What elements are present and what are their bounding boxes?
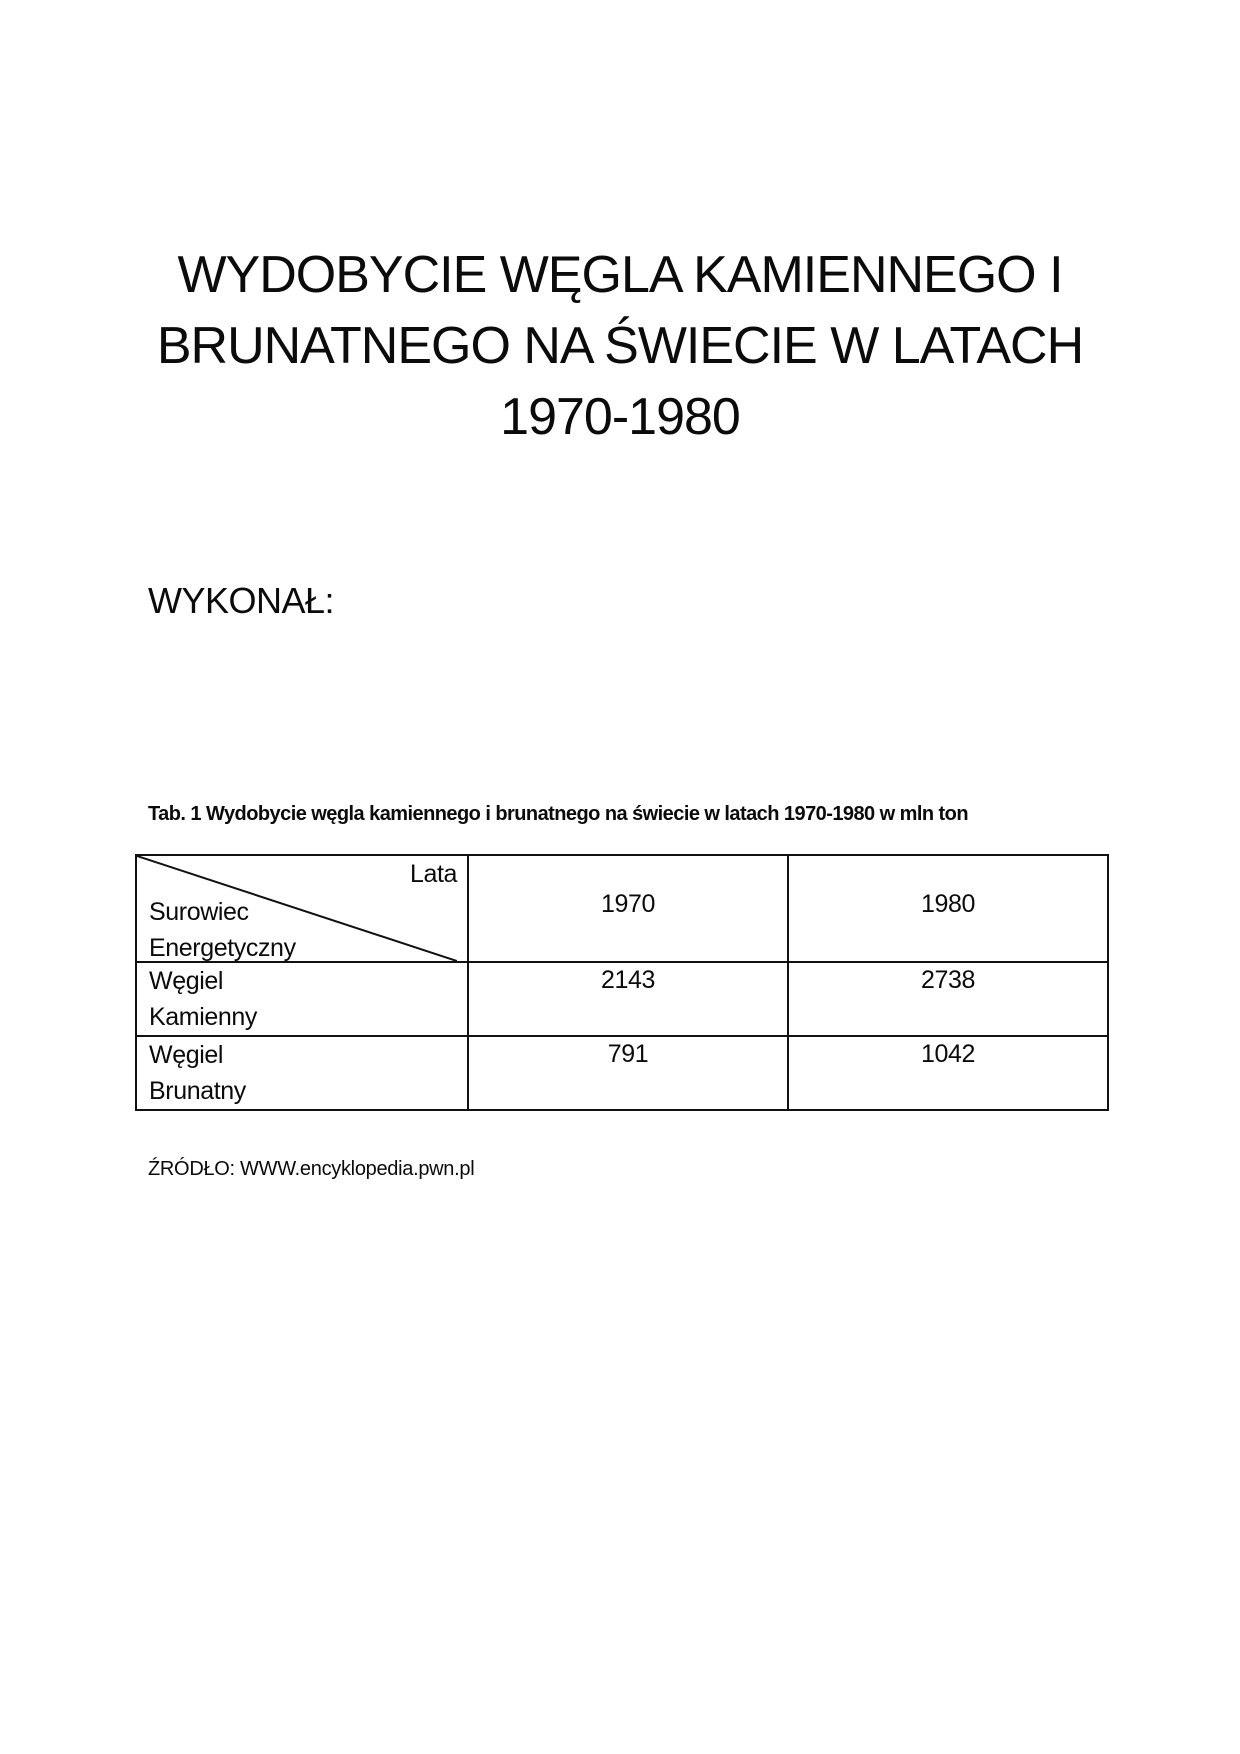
- cell-value: 791: [468, 1036, 788, 1110]
- table-caption: Tab. 1 Wydobycie węgla kamiennego i brunatnego na świecie w latach 1970-1980 w mln ton: [148, 803, 968, 825]
- row-label: Węgiel Brunatny: [136, 1036, 468, 1110]
- years-axis-label: Lata: [409, 860, 457, 888]
- cell-value: 1042: [788, 1036, 1108, 1110]
- cell-value: 2738: [788, 962, 1108, 1036]
- cell-value: 2143: [468, 962, 788, 1036]
- resource-axis-label: Surowiec Energetyczny: [149, 898, 296, 962]
- column-header-1970: 1970: [468, 855, 788, 962]
- document-title: [0, 240, 1240, 453]
- coal-production-table: [135, 854, 1109, 1111]
- column-header-1980: 1980: [788, 855, 1108, 962]
- title-line-3: 1970-1980: [500, 388, 740, 446]
- table-header-row: [136, 855, 1108, 962]
- table-row: [136, 1036, 1108, 1110]
- source-note: ŹRÓDŁO: WWW.encyklopedia.pwn.pl: [148, 1158, 475, 1180]
- title-line-1: WYDOBYCIE WĘGLA KAMIENNEGO I: [177, 246, 1063, 304]
- table-row: [136, 962, 1108, 1036]
- author-label: WYKONAŁ:: [148, 580, 335, 621]
- title-line-2: BRUNATNEGO NA ŚWIECIE W LATACH: [156, 317, 1084, 375]
- corner-header-cell: [136, 855, 468, 962]
- row-label: Węgiel Kamienny: [136, 962, 468, 1036]
